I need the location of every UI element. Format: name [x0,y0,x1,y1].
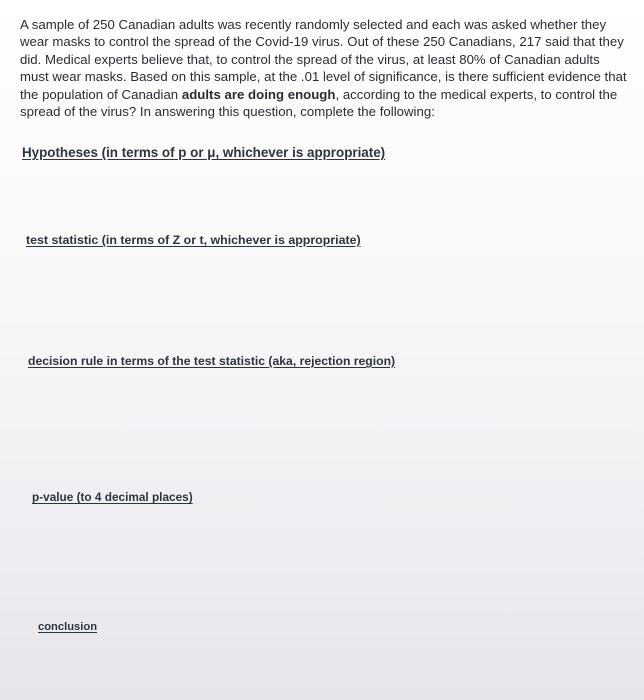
decision-rule-heading: decision rule in terms of the test statistic (aka, rejection region) [28,354,396,368]
question-text-part1: A sample of 250 Canadian adults was recently randomly selected and each was asked whether they wear masks to control the spread of the Covid-19 virus. Out of these 250 Canadians, 217 said that they did. Medical experts believe that, to control the spread of the virus, at least 80% of Canadian adults must wear masks. Based on this sample, at the .01 level of significance, is there sufficient evidence that the population of Canadian [20,17,627,102]
hypotheses-answer-area [20,166,620,226]
conclusion-answer-area [20,640,620,695]
conclusion-heading: conclusion [38,621,98,633]
decision-rule-answer-area [20,374,620,484]
question-text-bold: adults are doing enough [181,86,336,102]
question-text-part2: , according to the medical experts, to control the spread of the virus? In answering this question, complete the following: [20,86,618,120]
p-value-heading: p-value (to 4 decimal places) [32,490,193,504]
test-statistic-heading: test statistic (in terms of Z or t, whichever is appropriate) [26,233,361,247]
hypotheses-heading: Hypotheses (in terms of p or μ, whichever is appropriate) [22,145,386,160]
question-text [20,16,630,120]
test-statistic-answer-area [20,254,620,344]
p-value-answer-area [20,510,620,615]
